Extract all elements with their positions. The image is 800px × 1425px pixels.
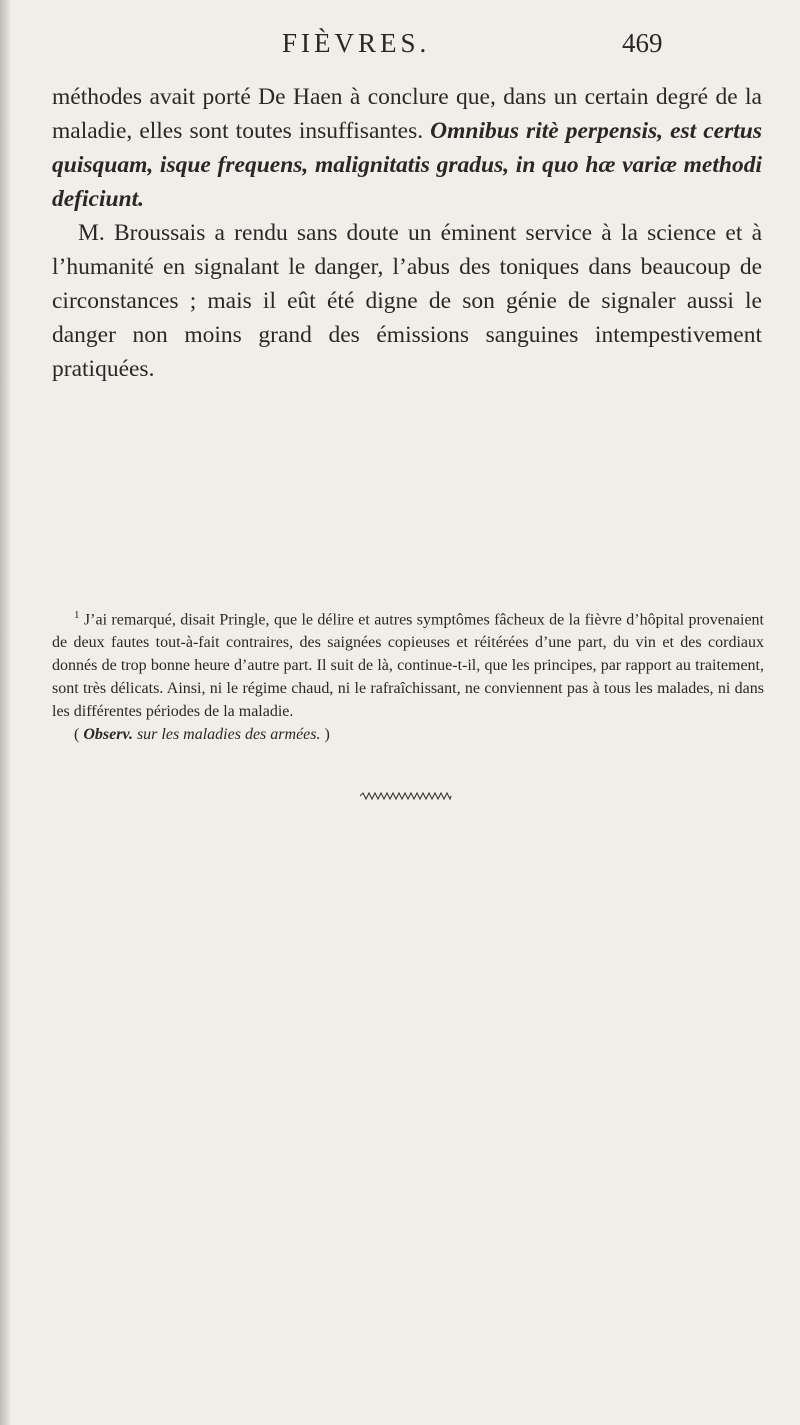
footnote-text: J’ai remarqué, disait Pringle, que le délire et autres symptômes fâcheux de la fièvre d’hôpital provenaient de deux fautes tout-à-fait contraires, des saignées copieuses et réitérées d’une part, du vin et des cordiaux donnés de trop bonne heure d’autre part. Il suit de là, continue-t-il, que les principes, par rapport au traitement, sont très délicats. Ainsi, ni le régime chaud, ni le rafraîchissant, ne conviennent pas à tous les malades, ni dans les différentes périodes de la maladie. — [52, 611, 765, 721]
paragraph-2: M. Broussais a rendu sans doute un éminent service à la science et à l’humanité en signalant le danger, l’abus des toniques dans beaucoup de circonstances ; mais il eût été digne de son génie de signaler aussi le danger non moins grand des émissions sanguines intempestivement pratiquées. — [52, 220, 762, 382]
footnote-source: ( Observ. sur les maladies des armées. ) — [74, 726, 330, 744]
footnote-source-title: sur les maladies des armées. — [132, 726, 321, 744]
paragraph-1-text: méthodes avait porté De Haen à conclure que, dans un certain degré de la maladie, elles sont toutes insuffisantes. — [52, 84, 762, 144]
footnote-source-prefix: Observ. — [83, 726, 133, 744]
running-head-title: FIÈVRES. — [282, 28, 431, 58]
page-binding-edge — [0, 0, 10, 1425]
running-head — [0, 28, 800, 68]
footnote-body — [52, 604, 764, 723]
paragraph-1 — [52, 80, 762, 216]
page-number: 469 — [622, 28, 663, 58]
latin-quotation: Omnibus ritè perpensis, est certus quisquam, isque frequens, malignitatis gradus, in quo hæ variæ methodi deficiunt. — [52, 118, 762, 212]
footnote — [52, 604, 764, 746]
main-text — [52, 80, 762, 386]
ornament-divider — [360, 792, 454, 800]
footnote-marker: 1 — [74, 609, 80, 621]
